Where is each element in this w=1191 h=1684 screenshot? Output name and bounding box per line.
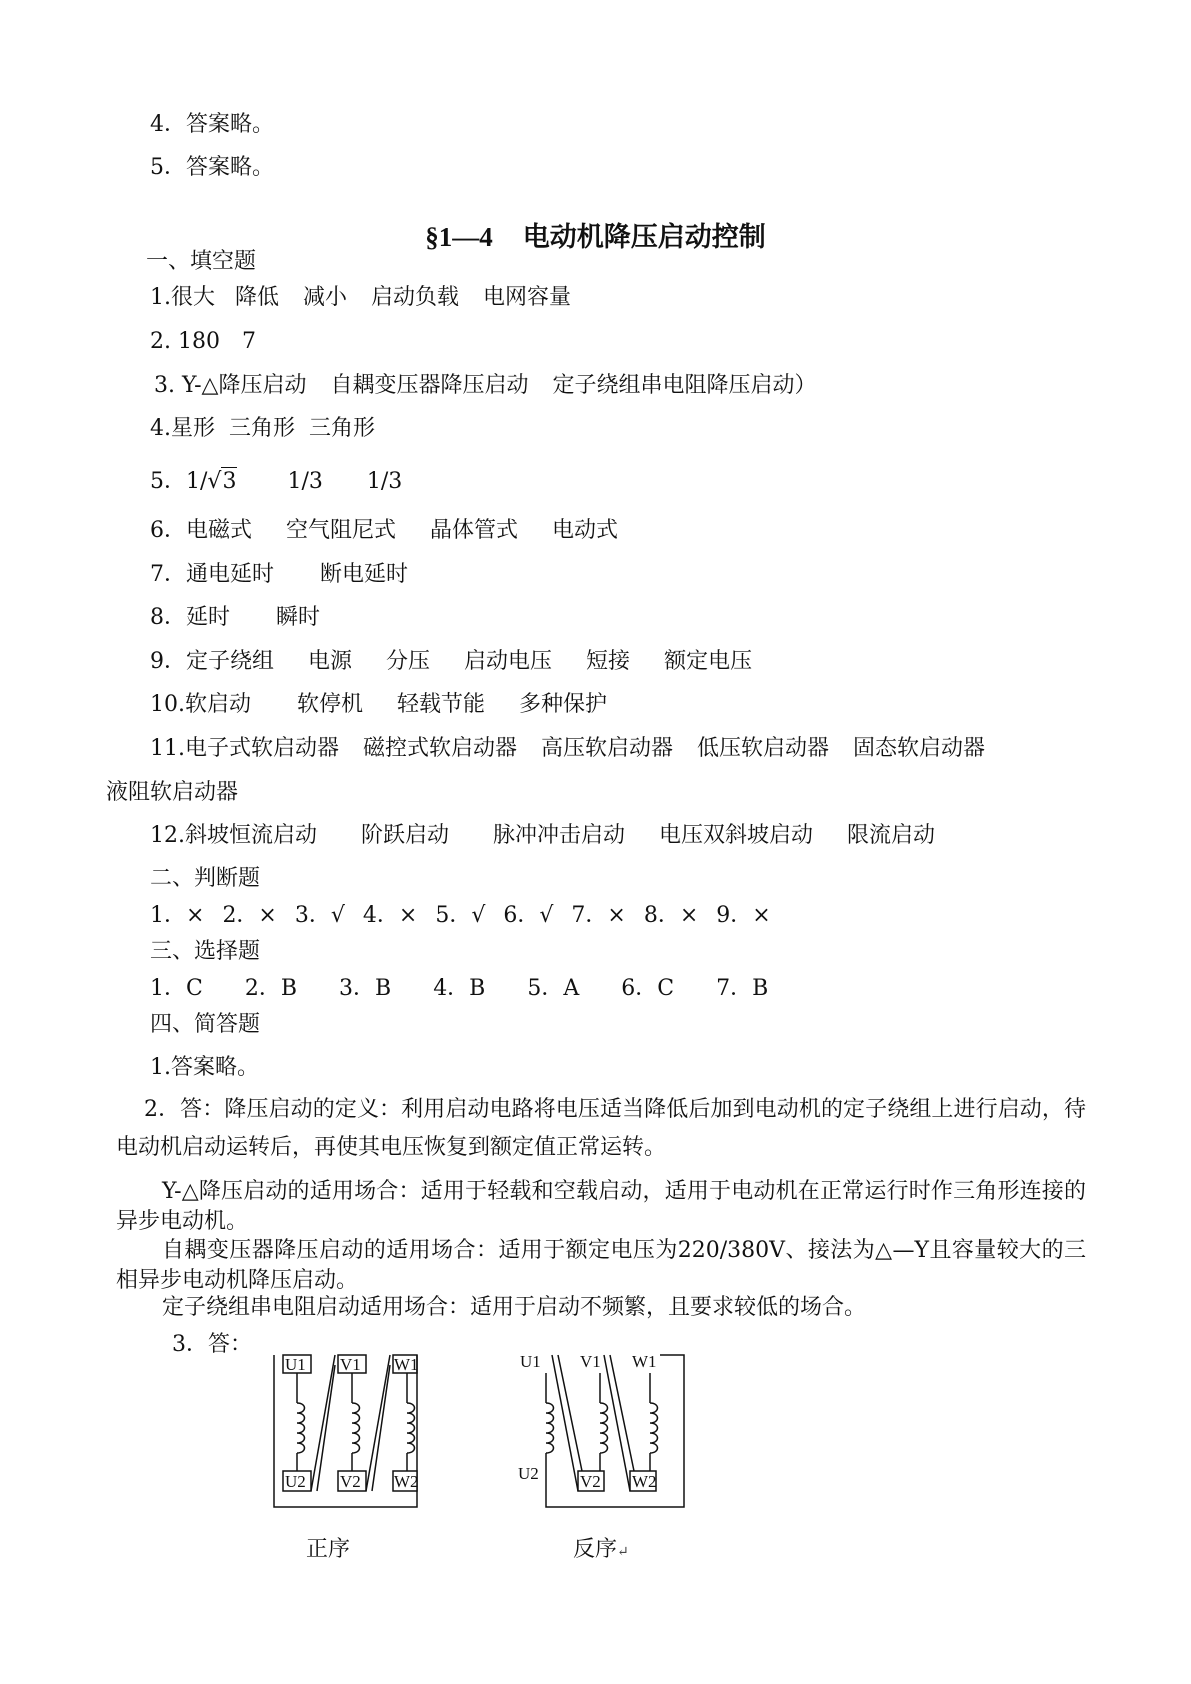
q11-c: 高压软启动器 <box>541 736 674 761</box>
choice-answers <box>150 975 768 1003</box>
q9-f: 额定电压 <box>664 649 753 674</box>
short-answer-2-auto: 自耦变压器降压启动的适用场合：适用于额定电压为220/380V、接法为△—Y且容量较大的三相异步电动机降压启动。 <box>116 1238 1086 1293</box>
caption-forward: 正序 <box>306 1537 351 1562</box>
part2-heading: 二、判断题 <box>150 866 261 891</box>
q5-c: 1/3 <box>366 469 403 494</box>
judge-1: 1．× <box>150 903 205 928</box>
q12-c: 脉冲冲击启动 <box>493 823 626 848</box>
coil-w-reverse <box>650 1403 658 1453</box>
label-v2: V2 <box>340 1472 361 1491</box>
fill-q7 <box>150 561 408 589</box>
judge-4: 4．× <box>362 903 418 928</box>
section-heading: 电动机降压启动控制 <box>522 222 766 253</box>
choice-1: 1．C <box>150 976 203 1001</box>
part3-heading: 三、选择题 <box>150 939 261 964</box>
label-v1: V1 <box>340 1355 361 1374</box>
judge-5: 5．√ <box>435 903 486 928</box>
q1-a: 1.很大 <box>150 285 215 310</box>
label-w1: W1 <box>632 1352 657 1371</box>
fill-q12 <box>150 822 935 850</box>
return-mark-icon: ↵ <box>617 1544 629 1560</box>
q6-d: 电动式 <box>552 518 619 543</box>
q10-b: 软停机 <box>297 692 364 717</box>
coil-u-reverse <box>546 1403 554 1453</box>
fill-q2 <box>150 328 256 356</box>
label-w2: W2 <box>632 1472 657 1491</box>
q6-c: 晶体管式 <box>430 518 519 543</box>
judge-9: 9．× <box>716 903 771 928</box>
judge-8: 8．× <box>643 903 699 928</box>
q3-b: 自耦变压器降压启动 <box>330 373 529 398</box>
label-u1: U1 <box>520 1352 541 1371</box>
q12-b: 阶跃启动 <box>361 823 450 848</box>
coil-v-forward <box>352 1403 360 1453</box>
choice-4: 4．B <box>433 976 486 1001</box>
judge-7: 7．× <box>571 903 626 928</box>
choice-2: 2．B <box>244 976 298 1001</box>
q12-e: 限流启动 <box>847 823 936 848</box>
q10-d: 多种保护 <box>519 692 608 717</box>
label-v1: V1 <box>580 1352 601 1371</box>
forward-sequence-diagram <box>265 1345 425 1515</box>
q9-a: 9．定子绕组 <box>150 649 274 674</box>
choice-5: 5．A <box>527 976 580 1001</box>
fill-q1 <box>150 284 571 312</box>
answer-line-4: 4．答案略。 <box>150 112 274 137</box>
coil-w-forward <box>407 1403 415 1453</box>
q3-a: 3. Y-△降压启动 <box>154 373 307 398</box>
q2-a: 2. 180 <box>150 329 220 354</box>
choice-6: 6．C <box>621 976 675 1001</box>
fill-q8 <box>150 604 320 632</box>
q7-a: 7．通电延时 <box>150 562 274 587</box>
caption-reverse-text: 反序 <box>573 1537 618 1562</box>
judge-2: 2．× <box>222 903 277 928</box>
q1-c: 减小 <box>303 285 348 310</box>
coil-v-reverse <box>600 1403 608 1453</box>
judge-answers <box>150 902 771 930</box>
q6-a: 6．电磁式 <box>150 518 252 543</box>
choice-3: 3．B <box>339 976 392 1001</box>
fill-q9 <box>150 648 752 676</box>
judge-6: 6．√ <box>503 903 554 928</box>
fill-q6 <box>150 517 618 545</box>
judge-3: 3．√ <box>294 903 345 928</box>
short-answer-2-yd: Y-△降压启动的适用场合：适用于轻载和空载启动，适用于电动机在正常运行时作三角形连接的异步电动机。 <box>116 1179 1086 1234</box>
q9-d: 启动电压 <box>464 649 553 674</box>
label-u2: U2 <box>285 1472 306 1491</box>
fill-q11-cont: 液阻软启动器 <box>106 780 239 805</box>
sqrt-symbol: √3 <box>207 469 237 494</box>
q10-c: 轻载节能 <box>397 692 486 717</box>
q11-a: 11.电子式软启动器 <box>150 736 339 761</box>
q7-b: 断电延时 <box>320 562 409 587</box>
q2-b: 7 <box>241 329 256 354</box>
q9-b: 电源 <box>308 649 353 674</box>
label-w2: W2 <box>394 1472 419 1491</box>
fill-q4: 4.星形 三角形 三角形 <box>150 416 375 441</box>
q1-e: 电网容量 <box>483 285 572 310</box>
choice-7: 7．B <box>716 976 769 1001</box>
q5-root: 3 <box>222 469 237 494</box>
q8-b: 瞬时 <box>276 605 321 630</box>
q9-c: 分压 <box>386 649 431 674</box>
q11-e: 固态软启动器 <box>853 736 986 761</box>
q12-d: 电压双斜坡启动 <box>659 823 814 848</box>
q5-b: 1/3 <box>287 469 323 494</box>
label-u2: U2 <box>518 1464 539 1483</box>
label-v2: V2 <box>580 1472 601 1491</box>
q10-a: 10.软启动 <box>150 692 251 717</box>
part1-heading: 一、填空题 <box>146 249 257 274</box>
q1-d: 启动负载 <box>371 285 460 310</box>
answer-line-5: 5．答案略。 <box>150 155 274 180</box>
short-answer-2-res: 定子绕组串电阻启动适用场合：适用于启动不频繁，且要求较低的场合。 <box>162 1295 867 1320</box>
part4-heading: 四、简答题 <box>150 1012 261 1037</box>
q9-e: 短接 <box>586 649 631 674</box>
q3-c: 定子绕组串电阻降压启动） <box>552 373 817 398</box>
section-number: §1—4 <box>425 222 493 252</box>
q11-d: 低压软启动器 <box>697 736 830 761</box>
q5-prefix: 5．1/ <box>150 469 208 494</box>
short-answer-1: 1.答案略。 <box>150 1055 259 1080</box>
label-u1: U1 <box>285 1355 306 1374</box>
label-w1: W1 <box>394 1355 419 1374</box>
short-answer-3: 3．答： <box>172 1332 252 1357</box>
q1-b: 降低 <box>235 285 280 310</box>
q11-b: 磁控式软启动器 <box>363 736 518 761</box>
fill-q11 <box>150 735 985 763</box>
reverse-sequence-diagram <box>512 1345 692 1515</box>
q12-a: 12.斜坡恒流启动 <box>150 823 317 848</box>
q6-b: 空气阻尼式 <box>286 518 397 543</box>
caption-reverse <box>573 1536 629 1566</box>
fill-q3 <box>154 372 816 400</box>
fill-q10 <box>150 691 607 719</box>
coil-u-forward <box>297 1403 305 1453</box>
q8-a: 8．延时 <box>150 605 230 630</box>
fill-q5 <box>150 467 402 496</box>
short-answer-2: 2．答：降压启动的定义：利用启动电路将电压适当降低后加到电动机的定子绕组上进行启动，待电动机启动运转后，再使其电压恢复到额定值正常运转。 <box>116 1097 1086 1160</box>
